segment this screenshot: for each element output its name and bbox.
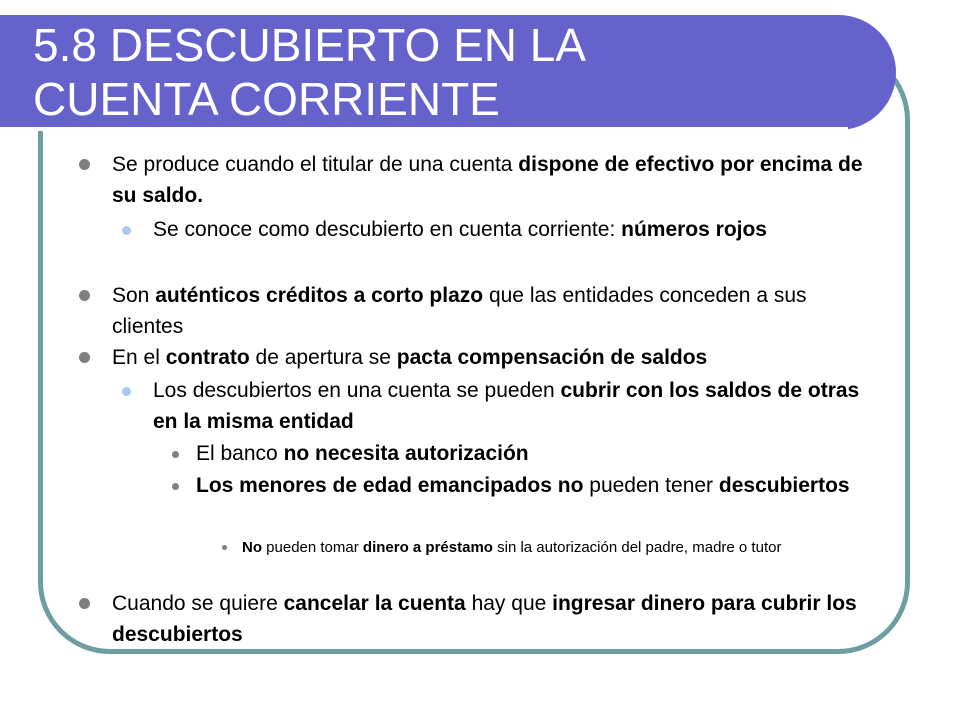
bullet-item-red-numbers [153,214,878,245]
bullet-text-run: hay que [465,592,553,615]
bullet-text-run: El banco [196,442,284,465]
bullet-text-run: pueden tener [583,474,719,497]
bullet-text-run-bold: números rojos [621,218,767,241]
bullet-dot-icon [79,290,90,301]
bullet-item-cover-with-balances [153,375,878,437]
bullet-text-run-bold: dispone de efectivo por encima de su saldo. [112,153,863,207]
bullet-text-run-bold: No [242,539,262,556]
bullet-text-run: Se conoce como descubierto en cuenta corriente: [153,218,622,241]
bullet-text-run: Se produce cuando el titular de una cuenta [112,153,519,176]
slide-title-line-2: CUENTA CORRIENTE [33,73,500,125]
bullet-item-contract-compensation [112,342,882,373]
bullet-text-run: que las entidades conceden a sus clientes [112,284,807,338]
bullet-item-bank-no-authorization [196,438,876,469]
bullet-text-run: Cuando se quiere [112,592,284,615]
bullet-item-cancel-account [112,588,882,650]
bullet-dot-icon [172,451,179,458]
bullet-text-run: Los descubiertos en una cuenta se pueden [153,379,561,402]
bullet-text-run-bold: pacta compensación de saldos [396,346,708,369]
bullet-text-run: de apertura se [249,346,397,369]
bullet-item-emancipated-minors [196,470,876,501]
bullet-text-run-bold: auténticos créditos a corto plazo [155,284,484,307]
bullet-item-overdraft-definition [112,149,882,211]
bullet-dot-icon [222,545,227,550]
bullet-text-run: pueden tomar [262,539,363,556]
bullet-text-run-bold: cubrir con los saldos de otras en la misma entidad [153,379,860,433]
bullet-text-run-bold: cancelar la cuenta [283,592,466,615]
bullet-text-run-bold: dinero a préstamo [362,539,493,556]
bullet-text-run-bold: ingresar dinero para cubrir los descubiertos [112,592,857,646]
bullet-dot-icon [122,226,131,235]
bullet-text-run-bold: descubiertos [718,474,850,497]
bullet-dot-icon [79,159,90,170]
slide-title-line-1: 5.8 DESCUBIERTO EN LA [33,19,587,71]
bullet-text-run: Son [112,284,156,307]
bullet-text-run-bold: contrato [165,346,250,369]
bullet-item-no-loans [242,537,882,559]
bullet-dot-icon [122,387,131,396]
bullet-text-run: En el [112,346,166,369]
bullet-item-short-term-credits [112,280,882,342]
bullet-text-run: sin la autorización del padre, madre o tutor [492,539,782,556]
bullet-text-run-bold: Los menores de edad emancipados no [196,474,584,497]
bullet-dot-icon [79,598,90,609]
bullet-text-run-bold: no necesita autorización [283,442,529,465]
bullet-dot-icon [79,352,90,363]
bullet-dot-icon [172,483,179,490]
